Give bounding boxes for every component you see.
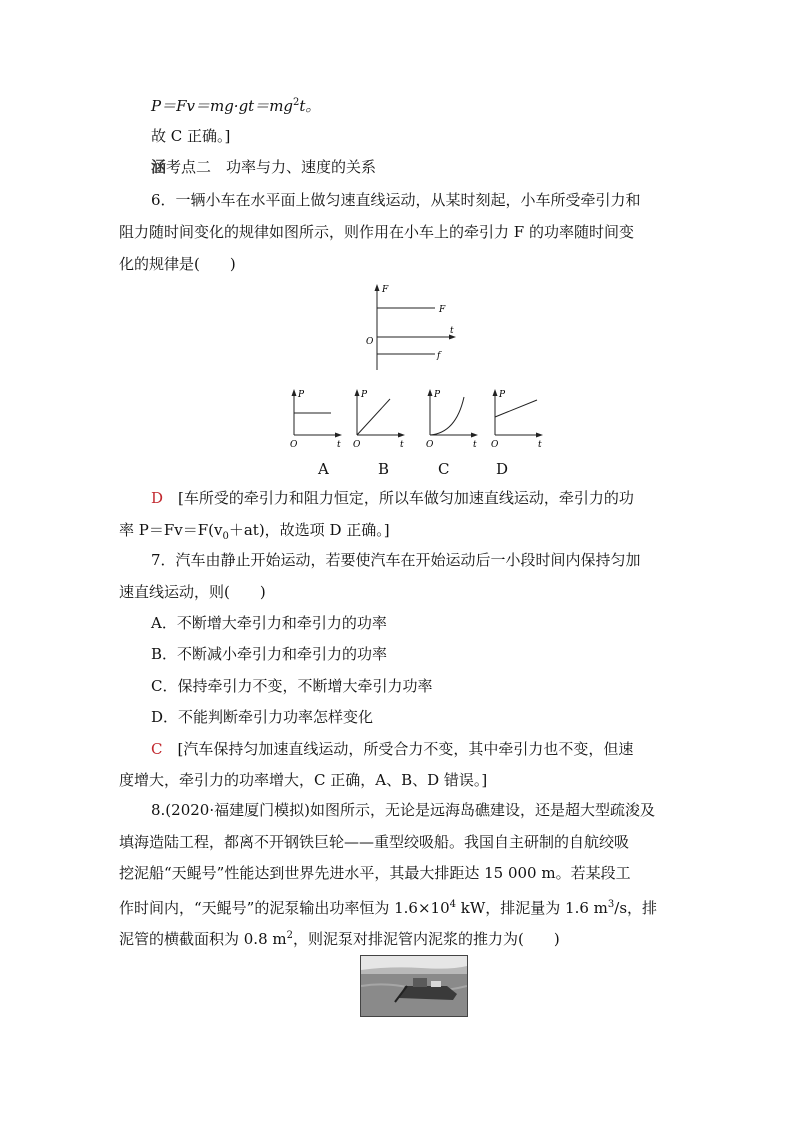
option-graph-a xyxy=(284,387,346,449)
q8-sup: 2 xyxy=(286,930,293,941)
p-axis-label: P xyxy=(361,390,368,400)
section-header xyxy=(151,157,376,177)
answer-sub: 0 xyxy=(222,531,229,542)
q8-line-3: 挖泥船“天鲲号”性能达到世界先进水平，其最大排距达 15 000 m。若某段工 xyxy=(119,864,631,882)
force-time-figure xyxy=(360,282,470,372)
origin-label: O xyxy=(290,440,298,449)
formula-line xyxy=(151,93,320,116)
answer-text: [汽车保持匀加速直线运动，所受合力不变，其中牵引力也不变，但速 xyxy=(177,740,634,758)
origin-label: O xyxy=(353,440,361,449)
option-letter-d: D xyxy=(496,460,509,478)
q6-line-2: 阻力随时间变化的规律如图所示，则作用在小车上的牵引力 F 的功率随时间变 xyxy=(119,223,634,241)
q8-line-2: 填海造陆工程，都离不开钢铁巨轮——重型绞吸船。我国自主研制的自航绞吸 xyxy=(119,833,630,851)
q8-text: ，则泥泵对排泥管内泥浆的推力为( ) xyxy=(293,930,560,948)
q7-line-1: 7．汽车由静止开始运动，若要使汽车在开始运动后一小段时间内保持匀加 xyxy=(151,551,641,569)
linear-offset-curve xyxy=(495,400,537,417)
conclusion-line: 故 C 正确。] xyxy=(151,127,231,145)
q8-text: 作时间内，“天鲲号”的泥泵输出功率恒为 1.6×10 xyxy=(119,899,450,917)
q8-text: /s，排 xyxy=(614,899,658,917)
answer-text: [车所受的牵引力和阻力恒定，所以车做匀加速直线运动，牵引力的功 xyxy=(178,489,634,507)
q8-text: 泥管的横截面积为 0.8 m xyxy=(119,930,287,948)
dredger-ship-photo xyxy=(360,955,468,1017)
origin-label: O xyxy=(366,337,374,347)
option-graph-b xyxy=(347,387,409,449)
f-axis-label: F xyxy=(382,285,389,295)
answer-letter: D xyxy=(151,489,164,507)
answer-formula: 率 P＝Fv＝F(v xyxy=(119,521,223,539)
option-letter-b: B xyxy=(378,460,390,478)
p-axis-label: P xyxy=(499,390,506,400)
section-title: 考点二 功率与力、速度的关系 xyxy=(166,158,377,176)
option-graph-d xyxy=(485,387,547,449)
q8-sup: 4 xyxy=(449,899,456,910)
origin-label: O xyxy=(491,440,499,449)
q8-line-4 xyxy=(119,895,657,918)
origin-label: O xyxy=(426,440,434,449)
q7-line-2: 速直线运动，则( ) xyxy=(119,583,266,601)
t-axis-label: t xyxy=(400,440,404,449)
option-letter-c: C xyxy=(438,460,450,478)
q8-line-1: 8.(2020·福建厦门模拟)如图所示，无论是远海岛礁建设，还是超大型疏浚及 xyxy=(151,801,655,819)
t-axis-label: t xyxy=(473,440,477,449)
q8-line-5 xyxy=(119,926,560,949)
t-axis-label: t xyxy=(337,440,341,449)
q6-answer-line-2 xyxy=(119,520,390,547)
q7-option-c: C．保持牵引力不变，不断增大牵引力功率 xyxy=(151,677,433,695)
q7-answer-line-2: 度增大，牵引力的功率增大，C 正确，A、B、D 错误。] xyxy=(119,771,488,789)
t-axis-label: t xyxy=(450,326,454,336)
formula-tail: t。 xyxy=(299,97,321,115)
answer-letter: C xyxy=(151,740,163,758)
q7-option-a: A．不断增大牵引力和牵引力的功率 xyxy=(151,614,387,632)
linear-curve xyxy=(357,399,390,435)
section-prefix: 涵 xyxy=(151,158,167,176)
q6-line-1: 6．一辆小车在水平面上做匀速直线运动，从某时刻起，小车所受牵引力和 xyxy=(151,191,641,209)
f-line-label: F xyxy=(439,305,446,315)
formula-sup: 2 xyxy=(293,97,300,108)
answer-formula-tail: ＋at)，故选项 D 正确。] xyxy=(228,521,390,539)
q6-answer-line-1 xyxy=(151,488,634,508)
p-axis-label: P xyxy=(298,390,305,400)
option-letter-a: A xyxy=(318,460,329,478)
ship-illustration xyxy=(361,956,467,1016)
q8-sup: 3 xyxy=(607,899,615,910)
formula-text: P＝Fv＝mg·gt＝mg xyxy=(151,97,294,115)
q7-option-b: B．不断减小牵引力和牵引力的功率 xyxy=(151,645,388,663)
q7-answer-line-1 xyxy=(151,739,633,759)
curve-concave-up xyxy=(430,397,464,435)
p-axis-label: P xyxy=(434,390,441,400)
q6-line-3: 化的规律是( ) xyxy=(119,255,236,273)
friction-label: f xyxy=(437,351,441,361)
option-graph-c xyxy=(420,387,482,449)
q8-text: kW，排泥量为 1.6 m xyxy=(456,899,608,917)
q7-option-d: D．不能判断牵引力功率怎样变化 xyxy=(151,708,374,726)
t-axis-label: t xyxy=(538,440,542,449)
